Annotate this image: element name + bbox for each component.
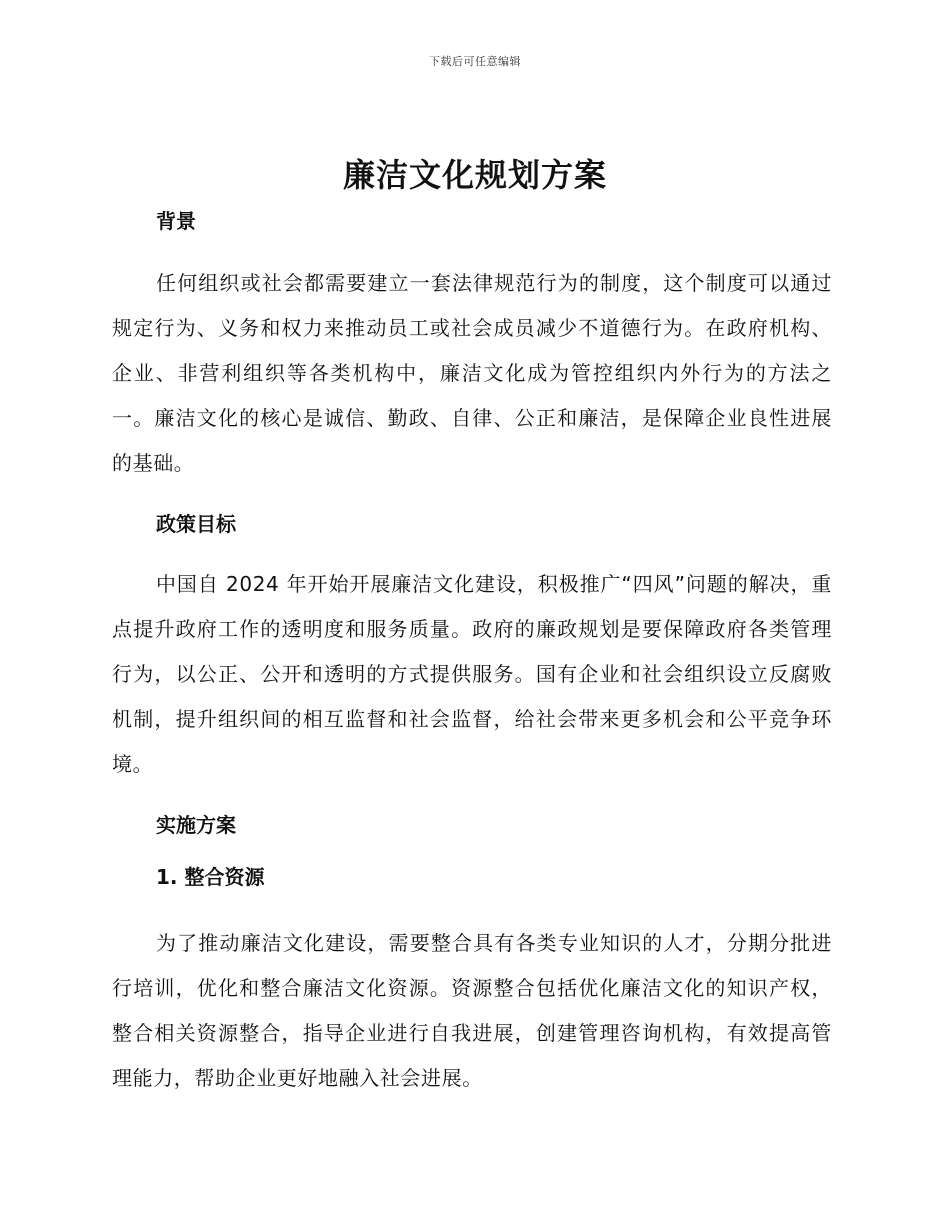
paragraph-integrate-resources: 为了推动廉洁文化建设，需要整合具有各类专业知识的人才，分期分批进行培训，优化和整合廉洁文化资源。资源整合包括优化廉洁文化的知识产权，整合相关资源整合，指导企业进行自我进展，创建管理咨询机构，有效提高管理能力，帮助企业更好地融入社会进展。 [112, 931, 832, 1090]
section-heading-background: 背景 [156, 209, 196, 233]
subheading-integrate-resources: 1. 整合资源 [156, 865, 265, 889]
paragraph-policy-goals: 中国自 2024 年开始开展廉洁文化建设，积极推广“四风”问题的解决，重点提升政府工作的透明度和服务质量。政府的廉政规划是要保障政府各类管理行为，以公正、公开和透明的方式提供服务。国有企业和社会组织设立反腐败机制，提升组织间的相互监督和社会监督，给社会带来更多机会和公平竞争环境。 [112, 572, 832, 776]
document-title: 廉洁文化规划方案 [342, 156, 607, 194]
section-heading-implementation: 实施方案 [156, 813, 236, 837]
header-note: 下载后可任意编辑 [429, 55, 521, 68]
paragraph-background: 任何组织或社会都需要建立一套法律规范行为的制度，这个制度可以通过规定行为、义务和权力来推动员工或社会成员减少不道德行为。在政府机构、企业、非营利组织等各类机构中，廉洁文化成为管控组织内外行为的方法之一。廉洁文化的核心是诚信、勤政、自律、公正和廉洁，是保障企业良性进展的基础。 [112, 271, 832, 475]
document-body [112, 203, 832, 1101]
section-heading-policy-goals: 政策目标 [156, 512, 236, 536]
